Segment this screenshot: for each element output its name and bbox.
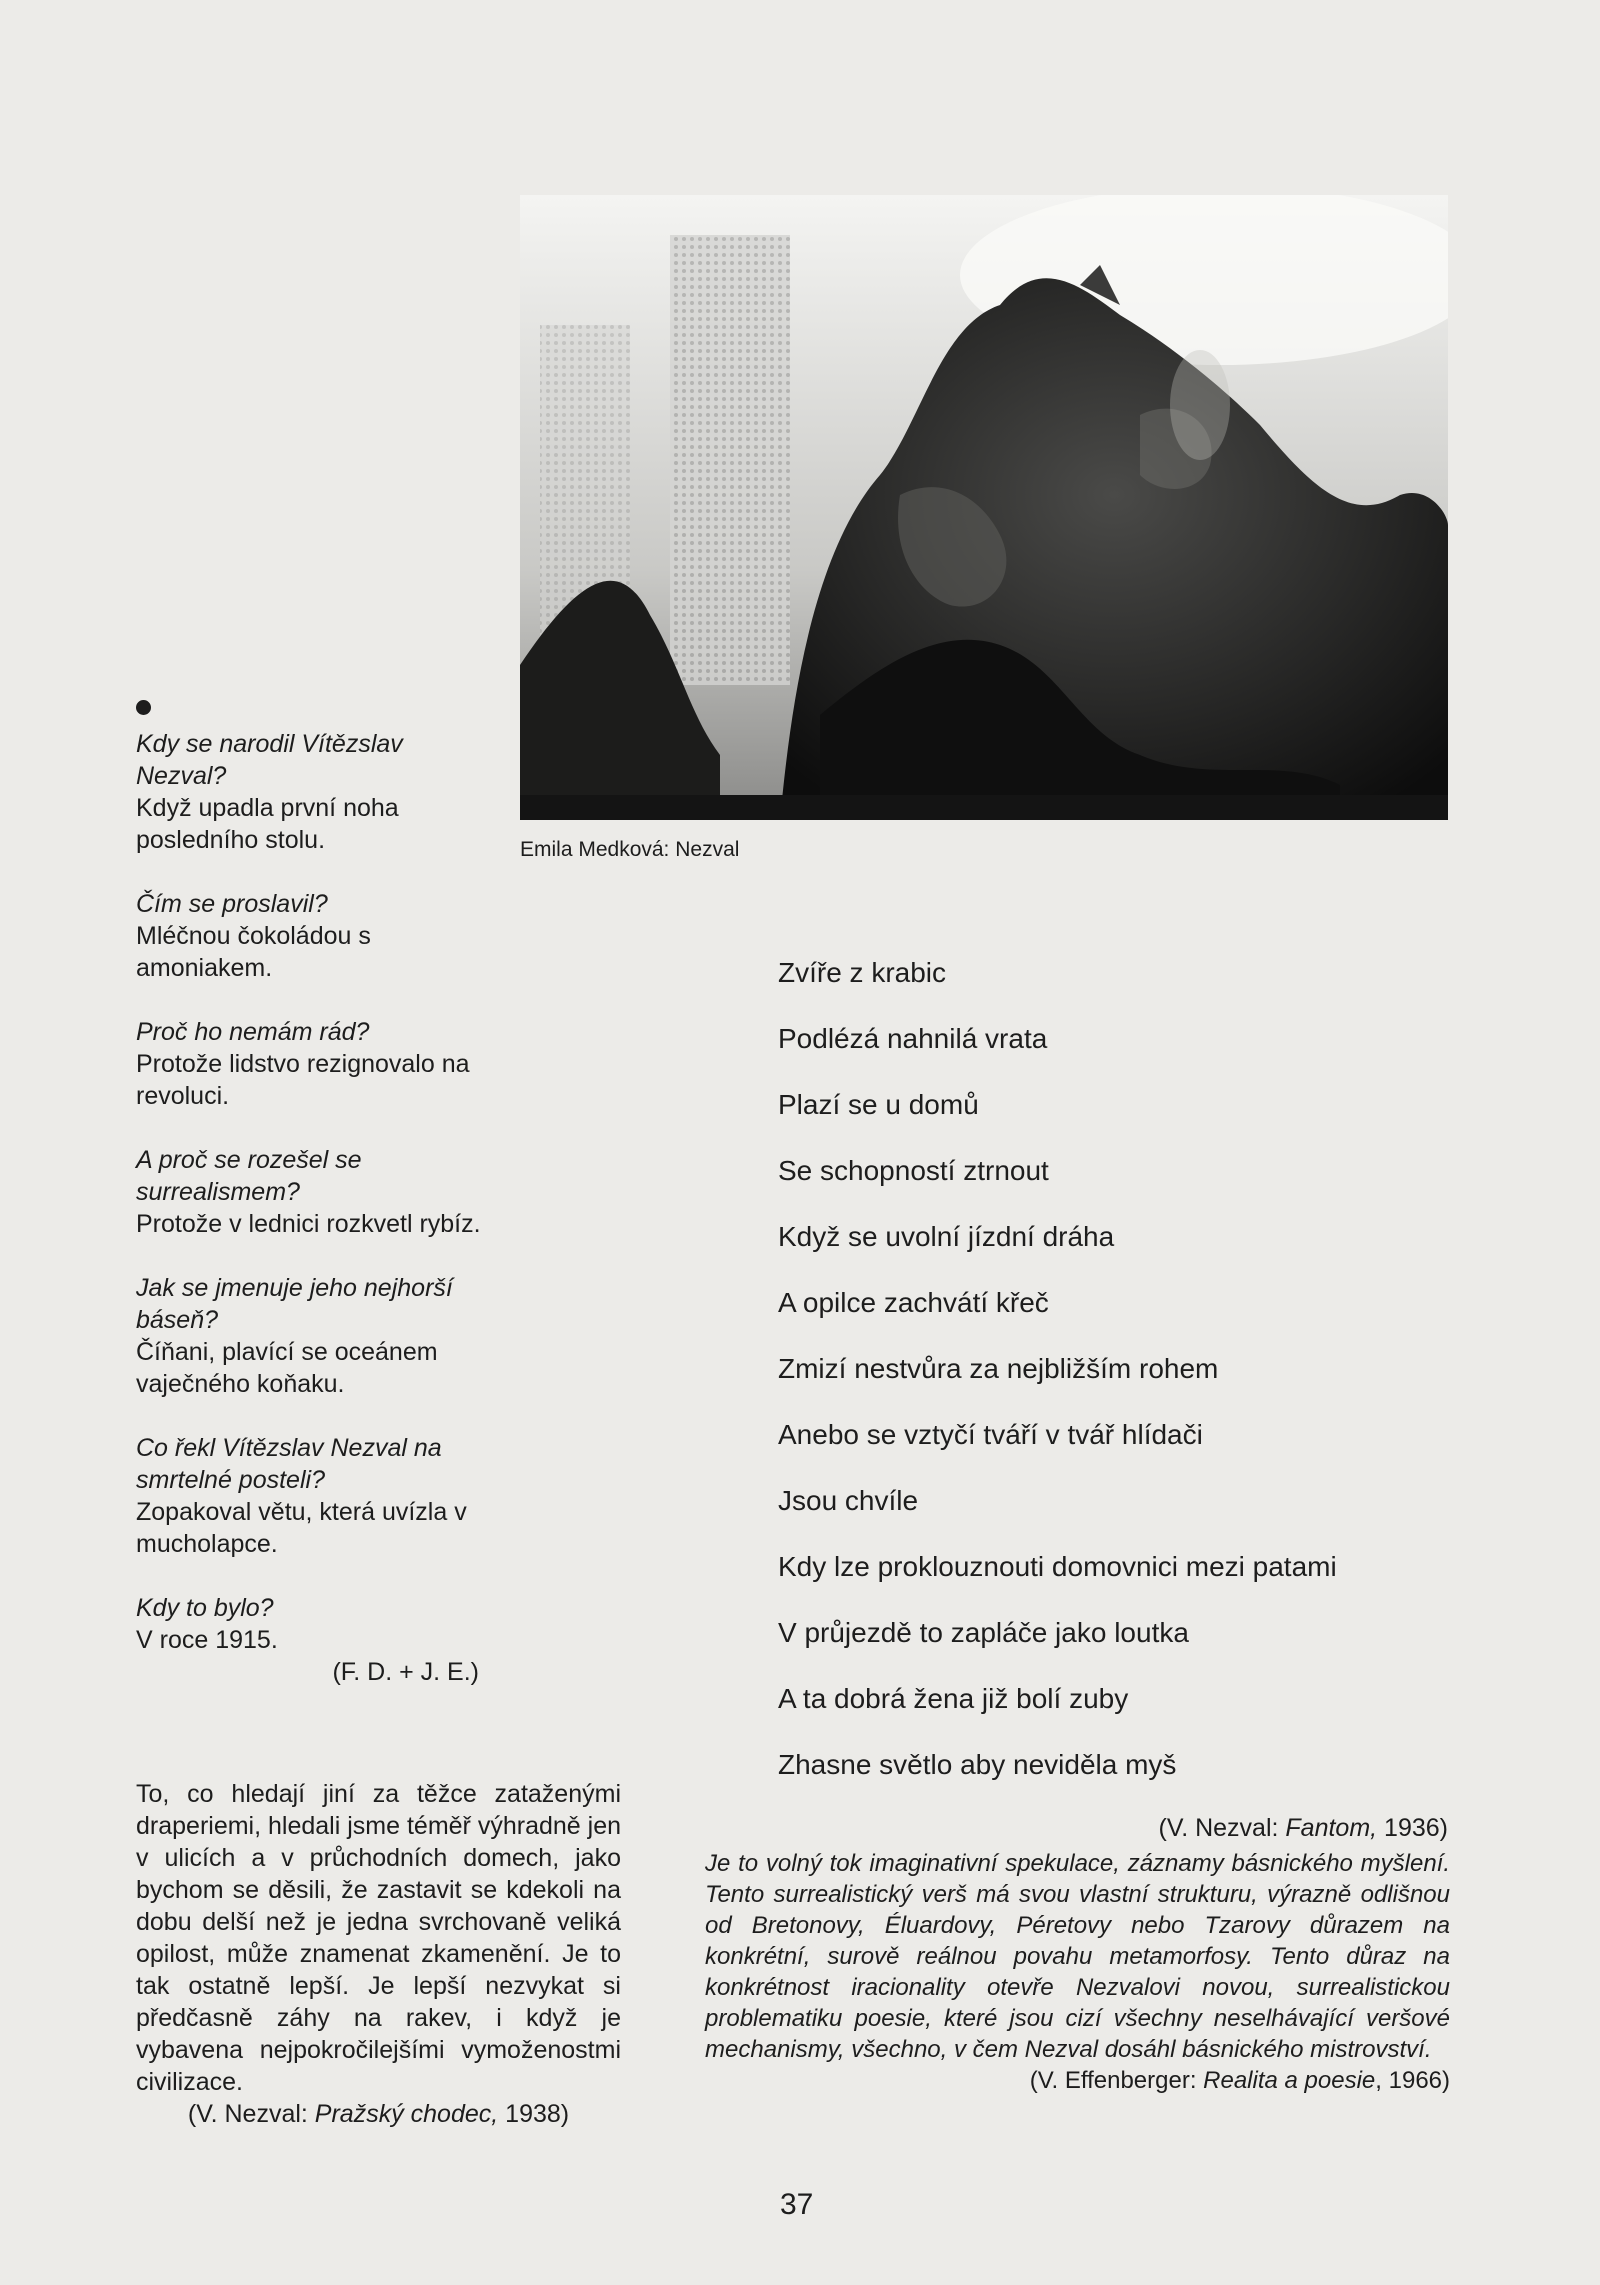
qa-item [136, 1144, 481, 1240]
qa-section [136, 728, 481, 1688]
poem-source-author: (V. Nezval: [1158, 1814, 1286, 1842]
prose-source-title: Pražský chodec, [314, 2100, 499, 2128]
qa-question: Co řekl Vítězslav Nezval na smrtelné posteli? [136, 1434, 442, 1494]
qa-answer: Mléčnou čokoládou s amoniakem. [136, 922, 371, 982]
prose-source-author: (V. Nezval: [187, 2100, 315, 2128]
qa-question: Kdy to bylo? [136, 1594, 274, 1622]
qa-item [136, 1272, 481, 1400]
commentary-source-year: , 1966) [1375, 2067, 1450, 2094]
commentary-text: Je to volný tok imaginativní spekulace, záznamy básnického myšlení. Tento surrealistický verš má svou vlastní strukturu, výrazně odlišnou od Bretonovy, Éluardovy, Péretovy nebo Tzarovy důrazem na konkrétní, surově reálnou povahu metamorfosy. Tento důraz na konkrétnost iracionality otevře Nezvalovi novou, surrealistickou problematiku poesie, které jsou cizí všechny neselhávající veršové mechanismy, všechno, v čem Nezval dosáhl básnického mistrovství. [705, 1850, 1450, 2063]
poem-line: Kdy lze proklouznouti domovnici mezi patami [778, 1551, 1337, 1582]
poem [778, 955, 1448, 1843]
poem-source [778, 1813, 1448, 1843]
prose-text: To, co hledají jiní za těžce zataženými draperiemi, hledali jsme téměř výhradně jen v ulicích a v průchodních domech, jako bychom se děsili, že zastavit se kdekoli na dobu delší než je jedna svrchovaně veliká opilost, může znamenat zkamenění. Je to tak ostatně lepší. Je lepší nezvykat si předčasně záhy na rakev, i když je vybavena nejpokročilejšími vymoženostmi civilizace. [136, 1780, 621, 2096]
qa-question: A proč se rozešel se surrealismem? [136, 1146, 362, 1206]
poem-line: V průjezdě to zapláče jako loutka [778, 1617, 1189, 1648]
poem-line: Anebo se vztyčí tváří v tvář hlídači [778, 1419, 1203, 1450]
poem-source-year: 1936) [1377, 1814, 1448, 1842]
photo-caption: Emila Medková: Nezval [520, 838, 740, 861]
poem-line: Se schopností ztrnout [778, 1155, 1049, 1186]
qa-answer: V roce 1915. [136, 1626, 278, 1654]
poem-line: Zmizí nestvůra za nejbližším rohem [778, 1353, 1219, 1384]
prose-source [136, 2098, 621, 2130]
prose-source-year: 1938) [498, 2100, 570, 2128]
poem-line: Jsou chvíle [778, 1485, 919, 1516]
poem-line: Plazí se u domů [778, 1089, 979, 1120]
poem-source-title: Fantom, [1285, 1814, 1378, 1842]
poem-line: Podlézá nahnilá vrata [778, 1023, 1048, 1054]
commentary-source [705, 2065, 1450, 2096]
qa-answer: Protože v lednici rozkvetl rybíz. [136, 1210, 481, 1238]
photograph-rock [520, 195, 1448, 820]
poem-line: Když se uvolní jízdní dráha [778, 1221, 1115, 1252]
page-number: 37 [780, 2188, 814, 2221]
qa-question: Kdy se narodil Vítězslav Nezval? [136, 730, 403, 790]
commentary-quote [705, 1848, 1450, 2096]
poem-line: Zvíře z krabic [778, 957, 947, 988]
rock-image [520, 195, 1448, 820]
qa-answer: Zopakoval větu, která uvízla v mucholapce. [136, 1498, 467, 1558]
commentary-source-title: Realita a poesie [1203, 2067, 1376, 2094]
qa-question: Jak se jmenuje jeho nejhorší báseň? [136, 1274, 453, 1334]
qa-signature: (F. D. + J. E.) [332, 1658, 479, 1686]
prose-quote [136, 1778, 621, 2130]
qa-item [136, 888, 481, 984]
poem-line: A ta dobrá žena již bolí zuby [778, 1683, 1129, 1714]
qa-answer: Protože lidstvo rezignovalo na revoluci. [136, 1050, 470, 1110]
poem-line: A opilce zachvátí křeč [778, 1287, 1049, 1318]
qa-question: Proč ho nemám rád? [136, 1018, 370, 1046]
qa-item [136, 1432, 481, 1560]
qa-question: Čím se proslavil? [136, 890, 328, 918]
commentary-source-author: (V. Effenberger: [1029, 2067, 1204, 2094]
qa-item [136, 728, 481, 856]
qa-answer: Číňani, plavící se oceánem vaječného koňaku. [136, 1338, 438, 1398]
bullet-icon [136, 700, 151, 715]
qa-item [136, 1592, 481, 1656]
poem-line: Zhasne světlo aby neviděla myš [778, 1749, 1177, 1780]
qa-answer: Když upadla první noha posledního stolu. [136, 794, 399, 854]
qa-item [136, 1016, 481, 1112]
